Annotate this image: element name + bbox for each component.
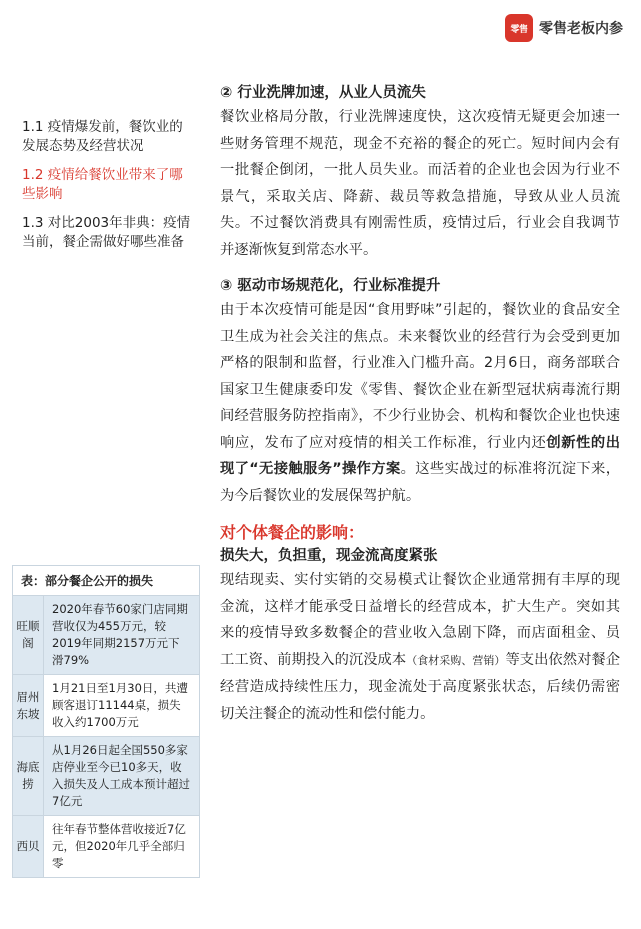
brand-logo	[505, 14, 623, 42]
toc-item-1-1[interactable]: 1.1 疫情爆发前，餐饮业的发展态势及经营状况	[22, 119, 183, 154]
paragraph-reshuffle: 餐饮业格局分散，行业洗牌速度快，这次疫情无疑更会加速一些财务管理不规范，现金不充裕的餐企的死亡。短时间内会有一批餐企倒闭，一批人员失业。而活着的企业也会因为行业不景气，采取关店、降薪、裁员等救急措施，导致从业人员流失。不过餐饮消费具有刚需性质，疫情过后，行业会自我调节并逐渐恢复到常态水平。	[220, 109, 620, 258]
table-row	[13, 737, 200, 816]
paragraph-text: 。这些实战过的标准将沉淀下来，为今后餐饮业的发展保驾护航。	[220, 461, 620, 504]
loss-table	[12, 565, 200, 878]
main-content	[220, 82, 620, 739]
loss-description: 2020年春节60家门店同期营收仅为455万元，较2019年同期2157万元下滑79%	[44, 596, 200, 675]
paragraph-cash-flow	[220, 567, 620, 727]
company-name: 眉州东坡	[13, 675, 44, 737]
company-name: 旺顺阁	[13, 596, 44, 675]
brand-logo-mark: 零售	[505, 14, 533, 42]
table-row	[13, 816, 200, 878]
highlight-text: 创新性的出现了“无接触服务”操作方案	[220, 434, 621, 477]
paragraph-text: 由于本次疫情可能是因“食用野味”引起的，餐饮业的食品安全卫生成为社会关注的焦点。未来餐饮业的经营行为会受到更加严格的限制和监督，行业准入门槛升高。2月6日，商务部联合国家卫生健康委印发《零售、餐饮企业在新型冠状病毒流行期间经营服务防控指南》，不少行业协会、机构和餐饮企业也快速响应，发布了应对疫情的相关工作标准，行业内还	[220, 302, 620, 451]
paragraph-text: 等支出依然对餐企经营造成持续性压力，现金流处于高度紧张状态，后续仍需密切关注餐企的流动性和偿付能力。	[220, 651, 621, 722]
loss-description: 从1月26日起全国550多家店停业至今已10多天，收入损失及人工成本预计超过7亿元	[44, 737, 200, 816]
brand-logo-text: 零售老板内参	[539, 21, 623, 37]
loss-description: 往年春节整体营收接近7亿元，但2020年几乎全部归零	[44, 816, 200, 878]
note-text: （食材采购、营销）	[406, 653, 506, 667]
loss-table-title: 表：部分餐企公开的损失	[13, 566, 200, 596]
toc-item-1-3[interactable]: 1.3 对比2003年非典：疫情当前，餐企需做好哪些准备	[22, 215, 191, 250]
table-of-contents	[22, 118, 194, 262]
paragraph-text: 现结现卖、实付实销的交易模式让餐饮企业通常拥有丰厚的现金流，这样才能承受日益增长的经营成本，扩大生产。突如其来的疫情导致多数餐企的营业收入急剧下降，而店面租金、员工工资、前期投入的沉没成本	[220, 572, 620, 668]
heading-cash-flow: 损失大，负担重，现金流高度紧张	[220, 548, 438, 564]
heading-market-standardization: ③ 驱动市场规范化，行业标准提升	[220, 278, 441, 294]
paragraph-standardization	[220, 297, 620, 509]
company-name: 海底捞	[13, 737, 44, 816]
section-title-individual-impact: 对个体餐企的影响：	[220, 523, 365, 542]
table-row	[13, 675, 200, 737]
company-name: 西贝	[13, 816, 44, 878]
toc-item-1-2[interactable]: 1.2 疫情给餐饮业带来了哪些影响	[22, 167, 183, 202]
loss-description: 1月21日至1月30日，共遭顾客退订11144桌，损失收入约1700万元	[44, 675, 200, 737]
heading-industry-reshuffle: ② 行业洗牌加速，从业人员流失	[220, 85, 426, 101]
table-row	[13, 596, 200, 675]
